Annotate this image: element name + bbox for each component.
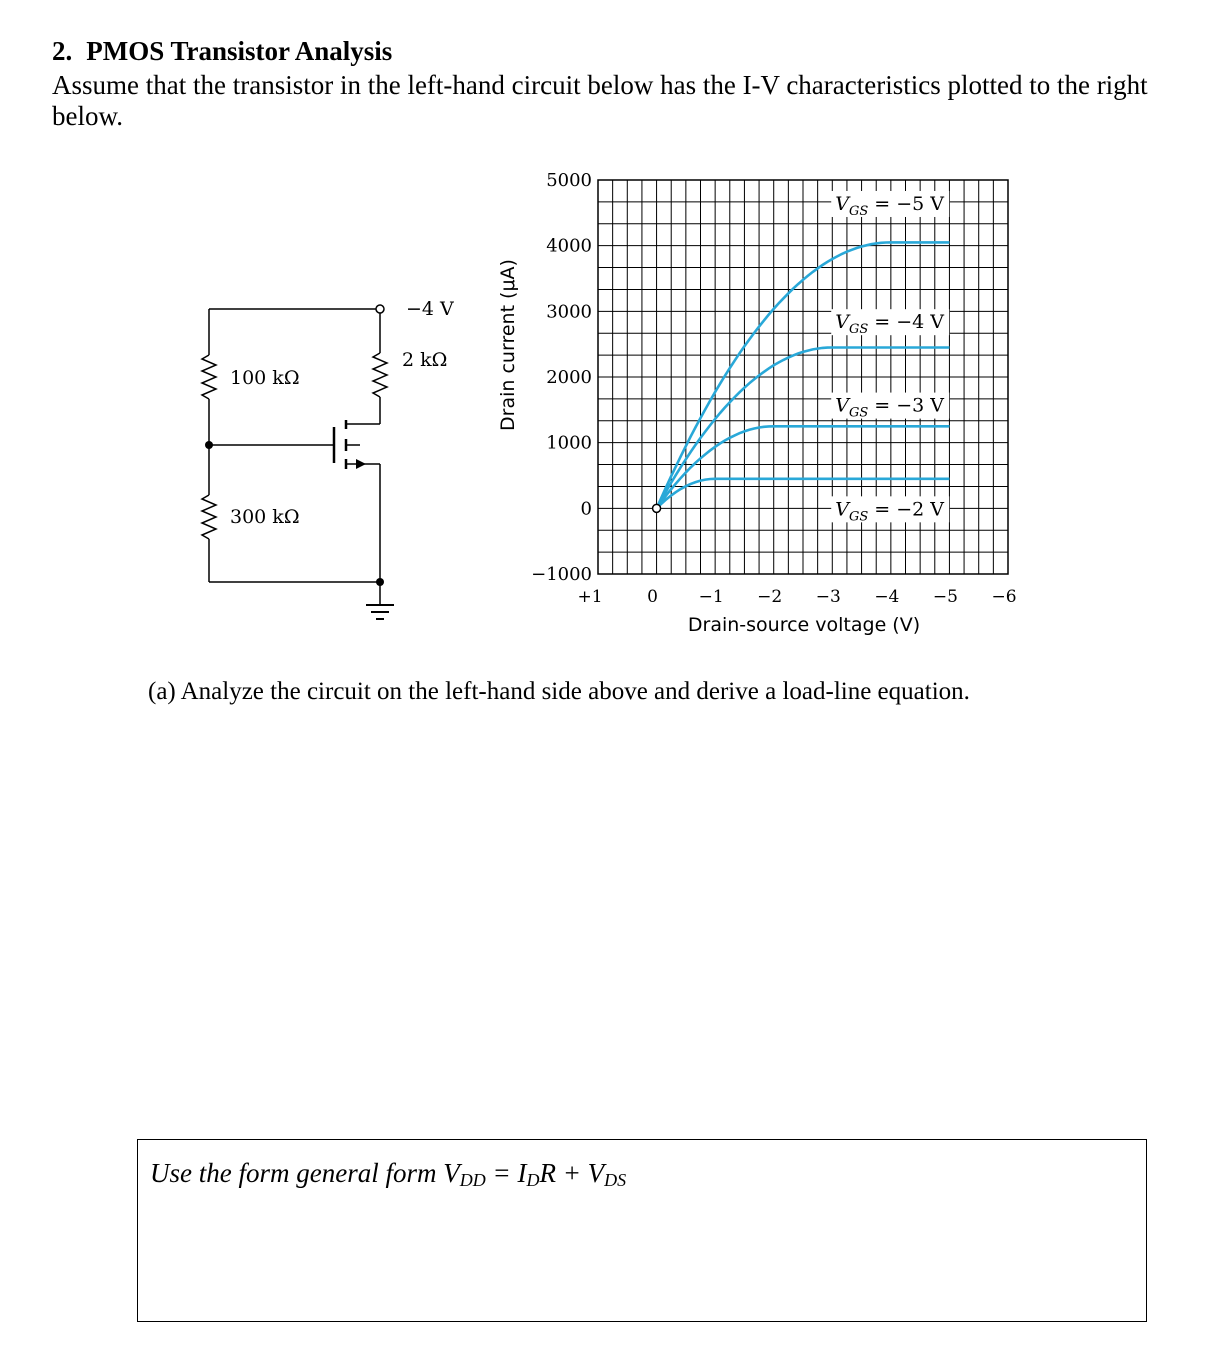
y-tick-label: 0 bbox=[580, 498, 592, 520]
series-label-v: V bbox=[835, 311, 849, 334]
hint-ds: DS bbox=[604, 1170, 627, 1190]
x-axis-label: Drain-source voltage (V) bbox=[687, 614, 921, 636]
hint-d: D bbox=[526, 1170, 540, 1190]
drain-resistor-symbol bbox=[373, 353, 387, 397]
x-tick-label: +1 bbox=[577, 587, 603, 607]
source-arrow bbox=[356, 459, 366, 469]
series-label-rest: = −3 V bbox=[868, 394, 945, 417]
x-tick-label: −3 bbox=[815, 587, 841, 607]
bottom-resistor-label: 300 kΩ bbox=[230, 506, 300, 528]
series-label-rest: = −4 V bbox=[868, 311, 945, 334]
series-label-v: V bbox=[835, 192, 849, 215]
hint-r-plus: R + bbox=[539, 1158, 588, 1188]
series-label-sub: GS bbox=[848, 509, 869, 525]
y-tick-label: 5000 bbox=[546, 170, 592, 191]
series-label-sub: GS bbox=[848, 405, 869, 421]
hint-i: I bbox=[517, 1158, 527, 1188]
question-intro: Assume that the transistor in the left-hand circuit below has the I-V characteristics plotted to the right below. bbox=[52, 70, 1148, 131]
part-a-prompt: (a) Analyze the circuit on the left-hand side above and derive a load-line equation. bbox=[148, 678, 970, 705]
y-tick-label: 1000 bbox=[546, 432, 592, 454]
y-axis-label: Drain current (μA) bbox=[497, 259, 519, 431]
question-number: 2. bbox=[52, 36, 73, 66]
x-tick-label: 0 bbox=[647, 587, 658, 607]
answer-box[interactable] bbox=[137, 1139, 1147, 1322]
y-tick-label: 2000 bbox=[546, 367, 592, 388]
bottom-resistor-symbol bbox=[202, 495, 216, 539]
x-tick-label: −4 bbox=[874, 587, 900, 607]
question-title: PMOS Transistor Analysis bbox=[86, 36, 393, 66]
question-heading bbox=[52, 36, 392, 67]
series-label-v: V bbox=[835, 394, 849, 417]
hint-v2: V bbox=[587, 1158, 605, 1188]
gate-node bbox=[205, 441, 213, 449]
origin-marker bbox=[653, 504, 661, 512]
hint-v: V bbox=[443, 1158, 460, 1188]
x-tick-label: −2 bbox=[757, 587, 783, 607]
top-resistor-symbol bbox=[202, 355, 216, 399]
y-tick-label: 3000 bbox=[546, 301, 592, 323]
series-label-v: V bbox=[835, 498, 849, 521]
series-label-sub: GS bbox=[848, 322, 869, 338]
y-tick-label: 4000 bbox=[546, 235, 592, 257]
series-label-sub: GS bbox=[848, 203, 869, 219]
supply-label: −4 V bbox=[406, 298, 454, 320]
top-resistor-label: 100 kΩ bbox=[230, 367, 300, 389]
hint-equals: = bbox=[485, 1158, 518, 1188]
supply-terminal bbox=[376, 305, 384, 313]
iv-chart bbox=[490, 160, 1030, 650]
hint-prefix: Use the form general form bbox=[150, 1158, 444, 1188]
y-tick-label: −1000 bbox=[531, 564, 592, 585]
answer-hint bbox=[150, 1158, 626, 1191]
hint-dd: DD bbox=[459, 1170, 486, 1190]
x-tick-label: −5 bbox=[932, 587, 958, 607]
x-tick-label: −6 bbox=[991, 587, 1017, 607]
series-label-rest: = −2 V bbox=[868, 498, 945, 521]
series-label-rest: = −5 V bbox=[868, 192, 945, 215]
drain-resistor-label: 2 kΩ bbox=[402, 349, 448, 371]
ground-node bbox=[376, 578, 384, 586]
circuit-diagram bbox=[180, 285, 480, 635]
x-tick-label: −1 bbox=[698, 587, 724, 607]
